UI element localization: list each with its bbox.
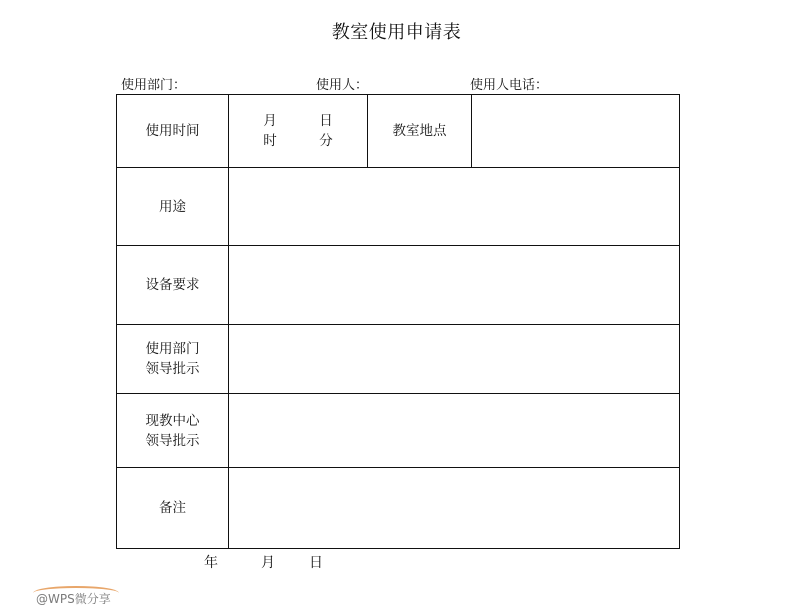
department-label: 使用部门： — [121, 78, 187, 93]
equipment-requirements-label: 设备要求 — [117, 246, 229, 325]
table-row-usage-time — [117, 95, 680, 168]
table-row-remarks — [117, 468, 680, 549]
equipment-requirements-cell[interactable] — [229, 246, 680, 325]
remarks-cell[interactable] — [229, 468, 680, 549]
user-label: 使用人： — [316, 78, 369, 93]
page-title: 教室使用申请表 — [331, 22, 462, 43]
classroom-location-label: 教室地点 — [368, 95, 472, 168]
hour-label: 时 — [263, 133, 277, 149]
table-row-center-approval — [117, 394, 680, 468]
department-approval-cell[interactable] — [229, 325, 680, 394]
watermark: @WPS微分享 — [36, 592, 111, 606]
center-approval-cell[interactable] — [229, 394, 680, 468]
usage-time-fields — [229, 111, 367, 151]
footer-month-label: 月 — [261, 555, 275, 571]
usage-time-cell[interactable] — [229, 95, 368, 168]
department-approval-label-line2: 领导批示 — [145, 361, 200, 377]
department-approval-label-line1: 使用部门 — [145, 341, 200, 357]
table-row-department-approval — [117, 325, 680, 394]
minute-label: 分 — [319, 133, 333, 149]
classroom-location-cell[interactable] — [472, 95, 680, 168]
application-form-table — [116, 94, 680, 549]
center-approval-label — [117, 394, 229, 468]
footer-year-label: 年 — [204, 555, 218, 571]
user-phone-label: 使用人电话： — [470, 78, 549, 93]
day-label: 日 — [319, 113, 333, 129]
department-approval-label — [117, 325, 229, 394]
center-approval-label-line2: 领导批示 — [145, 432, 200, 449]
purpose-cell[interactable] — [229, 168, 680, 246]
center-approval-label-line1: 现教中心 — [145, 412, 200, 429]
usage-time-label: 使用时间 — [117, 95, 229, 168]
table-row-purpose — [117, 168, 680, 246]
month-label: 月 — [263, 113, 277, 129]
footer-day-label: 日 — [309, 555, 323, 571]
table-row-equipment — [117, 246, 680, 325]
purpose-label: 用途 — [117, 168, 229, 246]
remarks-label: 备注 — [117, 468, 229, 549]
